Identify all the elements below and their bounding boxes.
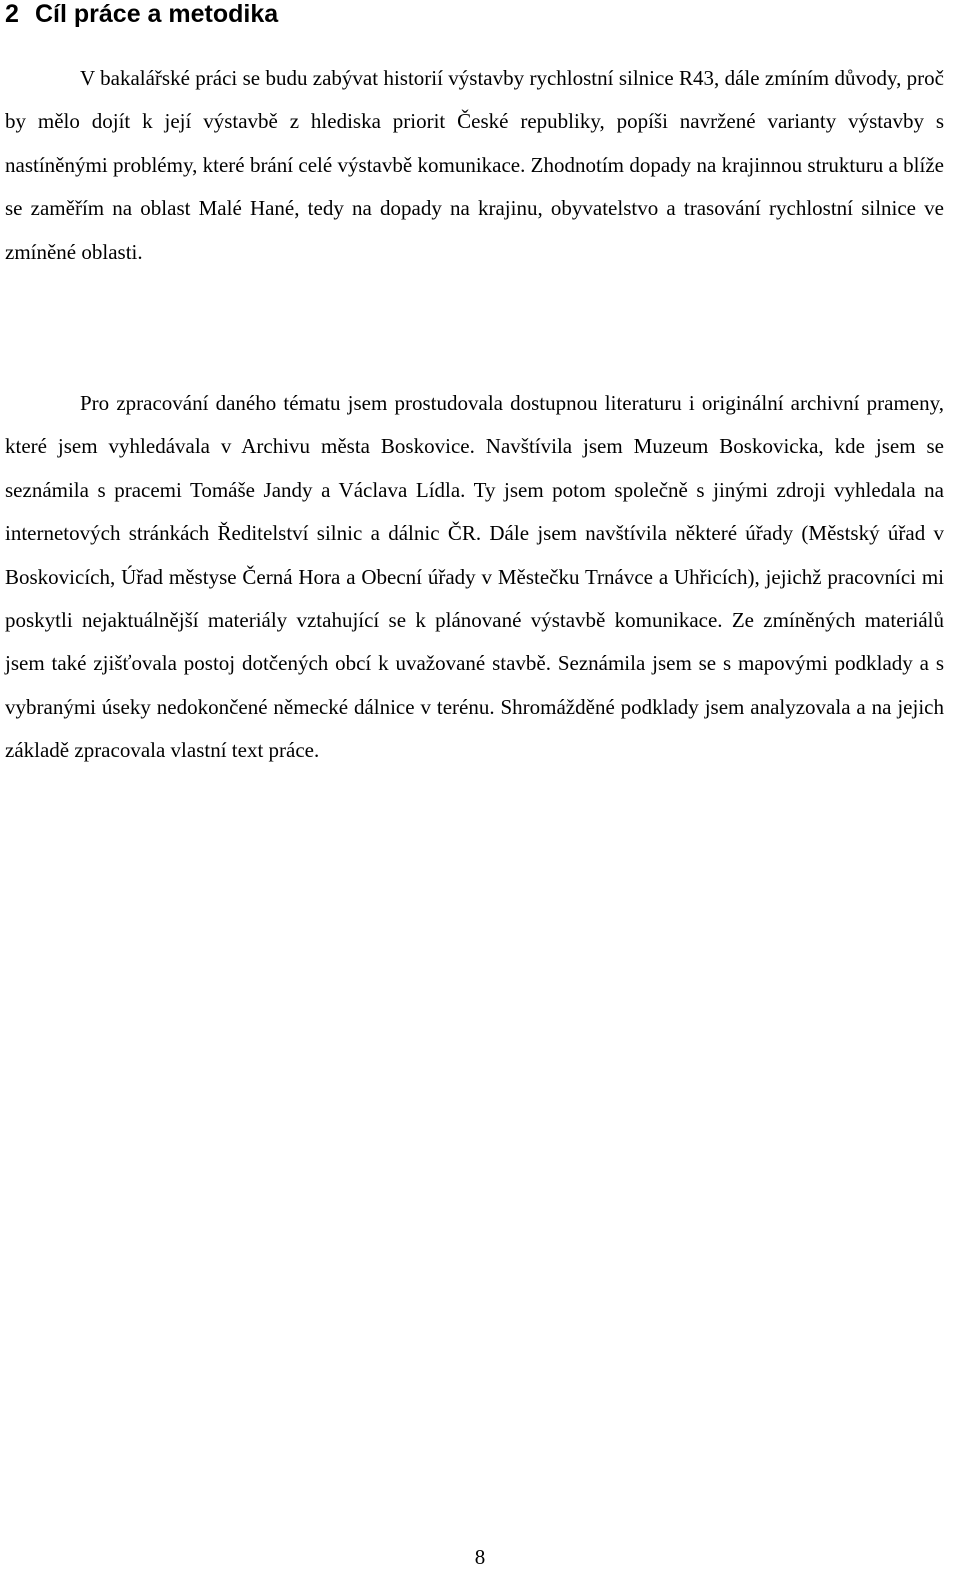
- chapter-heading: [5, 0, 278, 29]
- chapter-title: Cíl práce a metodika: [35, 0, 279, 28]
- paragraph-goals: V bakalářské práci se budu zabývat historií výstavby rychlostní silnice R43, dále zmíním důvody, proč by mělo dojít k její výstavbě z hlediska priorit České republiky, popíši navržené varianty výstavby s nastíněnými problémy, které brání celé výstavbě komunikace. Zhodnotím dopady na krajinnou strukturu a blíže se zaměřím na oblast Malé Hané, tedy na dopady na krajinu, obyvatelstvo a trasování rychlostní silnice ve zmíněné oblasti.: [5, 66, 944, 264]
- chapter-number: 2: [5, 0, 19, 28]
- page-number: 8: [474, 1545, 486, 1569]
- paragraph-methodology: Pro zpracování daného tématu jsem prostudovala dostupnou literaturu i originální archivní prameny, které jsem vyhledávala v Archivu města Boskovice. Navštívila jsem Muzeum Boskovicka, kde jsem se seznámila s pracemi Tomáše Jandy a Václava Lídla. Ty jsem potom společně s jinými zdroji vyhledala na internetových stránkách Ředitelství silnic a dálnic ČR. Dále jsem navštívila některé úřady (Městský úřad v Boskovicích, Úřad městyse Černá Hora a Obecní úřady v Městečku Trnávce a Uhřicích), jejichž pracovníci mi poskytli nejaktuálnější materiály vztahující se k plánované výstavbě komunikace. Ze zmíněných materiálů jsem také zjišťovala postoj dotčených obcí k uvažované stavbě. Seznámila jsem se s mapovými podklady a s vybranými úseky nedokončené německé dálnice v terénu. Shromážděné podklady jsem analyzovala a na jejich základě zpracovala vlastní text práce.: [5, 391, 944, 763]
